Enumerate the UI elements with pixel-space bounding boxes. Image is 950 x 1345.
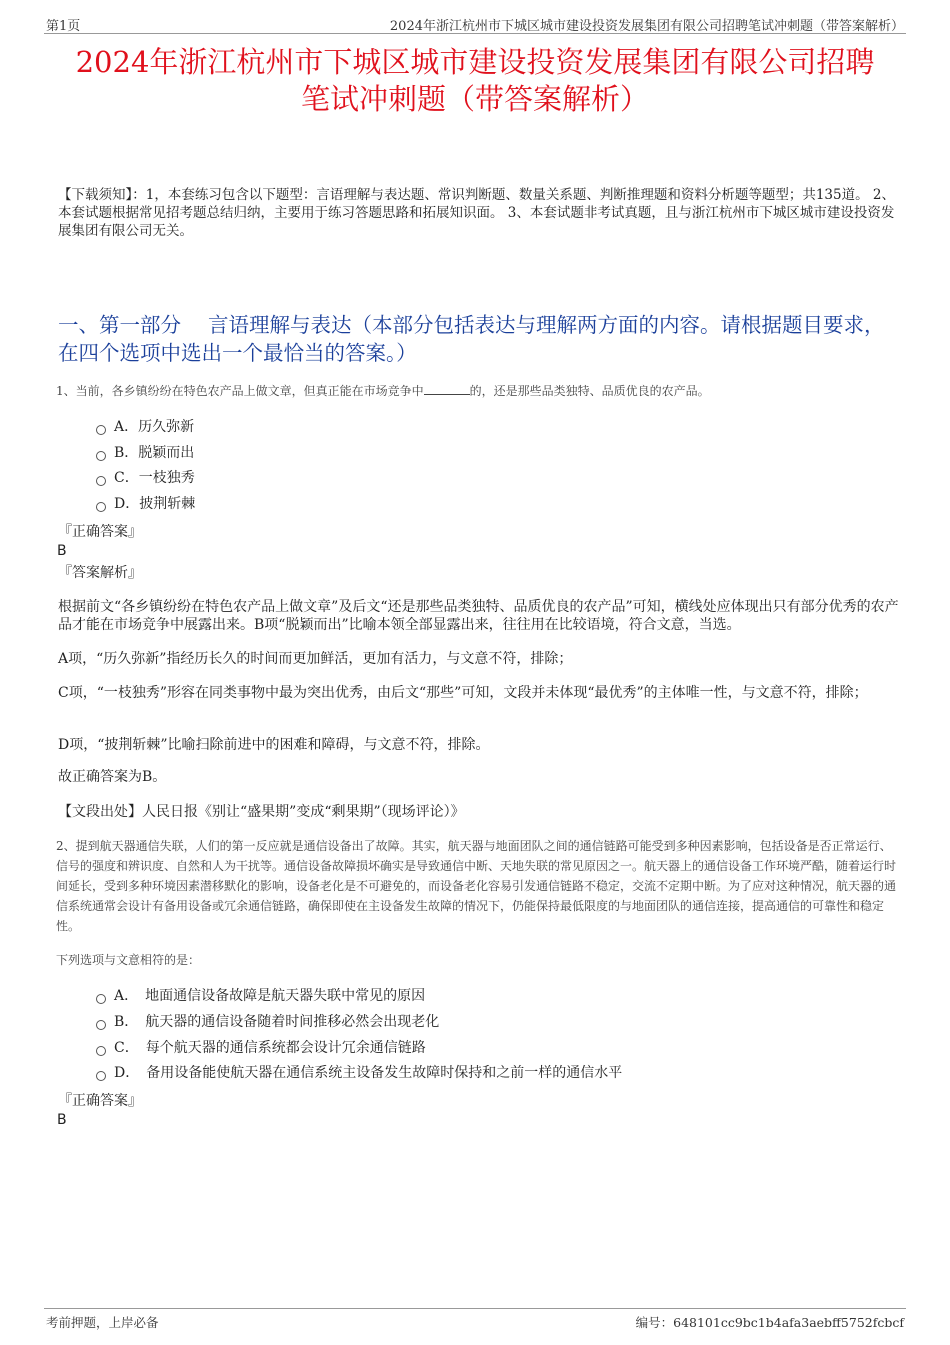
q2-answer-label: 『正确答案』	[58, 1093, 142, 1109]
footer-slogan: 考前押题，上岸必备	[46, 1315, 159, 1330]
radio-icon[interactable]	[96, 425, 106, 435]
question-1-stem-after: 的，还是那些品类独特、品质优良的农产品。	[469, 384, 710, 398]
radio-icon[interactable]	[96, 1071, 106, 1081]
q2-option-a[interactable]	[96, 986, 425, 1006]
q1-option-c[interactable]	[96, 468, 195, 488]
fill-in-blank	[424, 383, 470, 395]
page-title-line-1: 2024年浙江杭州市下城区城市建设投资发展集团有限公司招聘	[75, 45, 875, 79]
radio-icon[interactable]	[96, 994, 106, 1004]
q1-option-a[interactable]	[96, 417, 194, 437]
radio-icon[interactable]	[96, 502, 106, 512]
q1-analysis-paragraph: D项，“披荆斩棘”比喻扫除前进中的困难和障碍，与文意不符，排除。	[58, 737, 490, 753]
footer-document-id: 编号：648101cc9bc1b4afa3aebff5752fcbcf	[635, 1315, 904, 1330]
radio-icon[interactable]	[96, 1046, 106, 1056]
option-label: A．历久弥新	[114, 419, 195, 435]
option-label: D． 备用设备能使航天器在通信系统主设备发生故障时保持和之前一样的通信水平	[114, 1065, 623, 1081]
q1-answer-value: B	[57, 543, 67, 559]
page-number: 第1页	[46, 19, 81, 34]
option-label: C． 每个航天器的通信系统都会设计冗余通信链路	[114, 1040, 426, 1056]
question-1-stem-before: 1、当前，各乡镇纷纷在特色农产品上做文章，但真正能在市场竞争中	[56, 384, 424, 398]
q1-analysis-paragraph: C项，“一枝独秀”形容在同类事物中最为突出优秀，由后文“那些”可知，文段并未体现“最优秀”的主体唯一性，与文意不符，排除；	[58, 685, 868, 701]
option-label: D．披荆斩棘	[114, 496, 196, 512]
option-label: B．脱颖而出	[114, 445, 195, 461]
radio-icon[interactable]	[96, 451, 106, 461]
q1-analysis-conclusion: 故正确答案为B。	[58, 769, 167, 785]
question-1-stem	[56, 381, 902, 401]
radio-icon[interactable]	[96, 476, 106, 486]
radio-icon[interactable]	[96, 1020, 106, 1030]
q2-option-b[interactable]	[96, 1012, 439, 1032]
question-2-passage: 2、提到航天器通信失联，人们的第一反应就是通信设备出了故障。其实，航天器与地面团队之间的通信链路可能受到多种因素影响，包括设备是否正常运行、信号的强度和辨识度、自然和人为干扰等。通信设备故障损坏确实是导致通信中断、天地失联的常见原因之一。航天器上的通信设备工作环境严酷，随着运行时间延长，受到多种环境因素潜移默化的影响，设备老化是不可避免的，而设备老化容易引发通信链路不稳定，交流不定期中断。为了应对这种情况，航天器的通信系统通常会设计有备用设备或冗余通信链路，确保即使在主设备发生故障的情况下，仍能保持最低限度的与地面团队的通信连接，提高通信的可靠性和稳定性。	[56, 839, 897, 933]
q1-analysis-paragraph: 根据前文“各乡镇纷纷在特色农产品上做文章”及后文“还是那些品类独特、品质优良的农产品”可知，横线处应体现出只有部分优秀的农产品才能在市场竞争中展露出来。B项“脱颖而出”比喻本领全部显露出来，往往用在比较语境，符合文意，当选。	[58, 599, 899, 633]
q1-analysis-label: 『答案解析』	[58, 565, 142, 581]
download-notice: 【下载须知】：1，本套练习包含以下题型：言语理解与表达题、常识判断题、数量关系题、判断推理题和资料分析题等题型；共135道。 2、本套试题根据常见招考题总结归纳，主要用于练习答题思路和拓展知识面。 3、本套试题非考试真题，且与浙江杭州市下城区城市建设投资发展集团有限公司无关。	[58, 187, 895, 239]
q1-option-d[interactable]	[96, 494, 195, 514]
footer-divider	[44, 1308, 906, 1309]
option-label: C．一枝独秀	[114, 470, 195, 486]
question-2-prompt: 下列选项与文意相符的是：	[56, 953, 201, 967]
option-label: A． 地面通信设备故障是航天器失联中常见的原因	[114, 988, 426, 1004]
q2-option-c[interactable]	[96, 1038, 426, 1058]
section-heading: 一、第一部分 言语理解与表达（本部分包括表达与理解两方面的内容。请根据题目要求，在四个选项中选出一个最恰当的答案。）	[58, 313, 885, 365]
q1-analysis-paragraph: A项，“历久弥新”指经历长久的时间而更加鲜活，更加有活力，与文意不符，排除；	[58, 651, 573, 667]
header-divider	[44, 33, 906, 34]
header-doc-title: 2024年浙江杭州市下城区城市建设投资发展集团有限公司招聘笔试冲刺题（带答案解析）	[389, 19, 904, 34]
q2-answer-value: B	[57, 1112, 67, 1128]
q1-option-b[interactable]	[96, 443, 194, 463]
option-label: B． 航天器的通信设备随着时间推移必然会出现老化	[114, 1014, 440, 1030]
q2-option-d[interactable]	[96, 1063, 622, 1083]
page-title-line-2: 笔试冲刺题（带答案解析）	[300, 82, 649, 116]
q1-source: 【文段出处】人民日报《别让“盛果期”变成“剩果期”（现场评论）》	[58, 804, 465, 820]
q1-answer-label: 『正确答案』	[58, 524, 142, 540]
page-title	[44, 44, 906, 118]
